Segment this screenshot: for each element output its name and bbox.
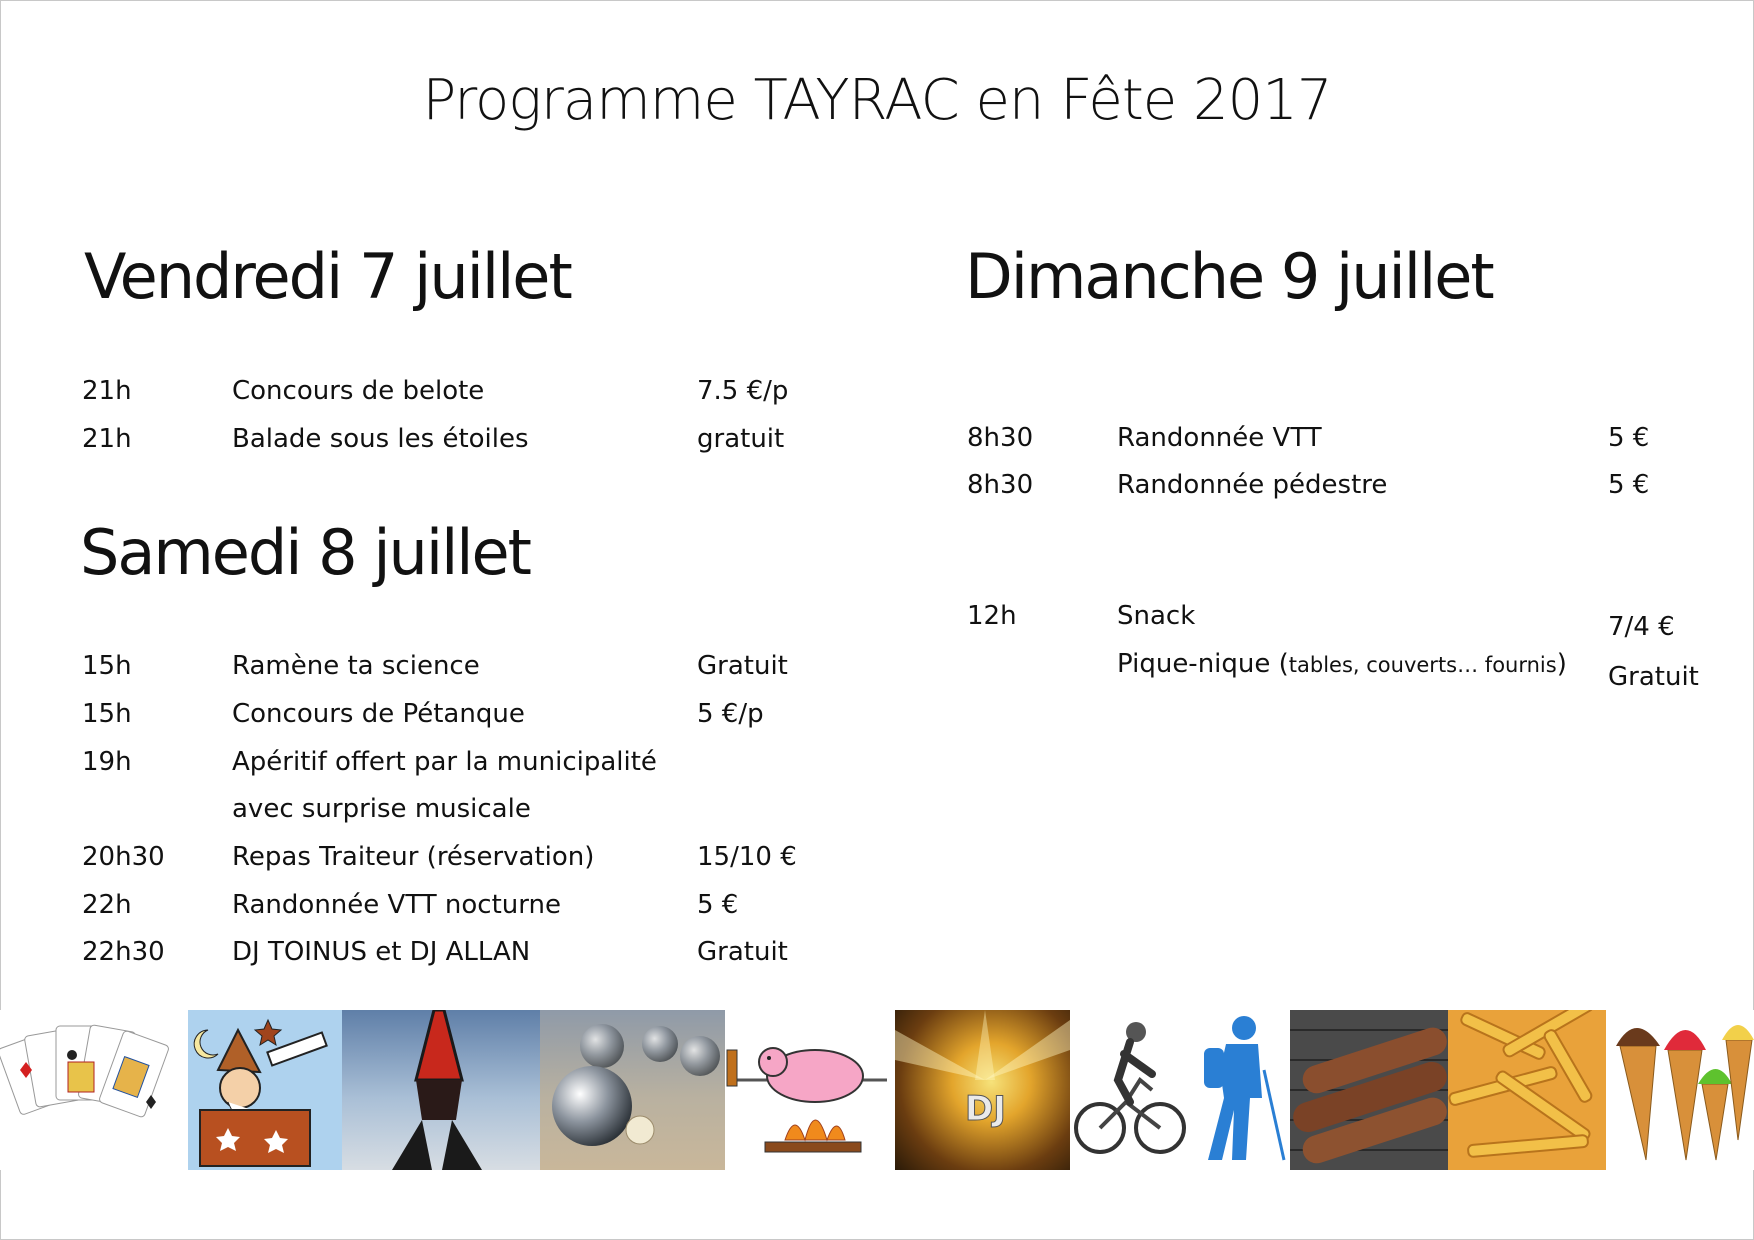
event-name: Concours de Pétanque — [232, 699, 525, 729]
cards-image — [0, 1010, 188, 1170]
event-time: 20h30 — [82, 842, 165, 872]
event-name: Randonnée VTT — [1117, 423, 1322, 453]
dj-lights-image — [895, 1010, 1070, 1170]
event-name: Apéritif offert par la municipalité — [232, 747, 657, 777]
event-name: Snack — [1117, 601, 1196, 631]
fries-image — [1448, 1010, 1606, 1170]
event-time: 8h30 — [967, 423, 1034, 453]
sunday-heading: Dimanche 9 juillet — [965, 240, 1493, 313]
petanque-image — [540, 1010, 725, 1170]
roast-pig-image — [725, 1010, 895, 1170]
event-name — [1117, 649, 1567, 680]
event-time: 21h — [82, 424, 132, 454]
event-price: Gratuit — [1608, 662, 1699, 692]
dj-label: DJ — [965, 1089, 1006, 1129]
astronomer-image — [188, 1010, 342, 1170]
event-price: 5 €/p — [697, 699, 764, 729]
event-time: 22h — [82, 890, 132, 920]
event-price: 15/10 € — [697, 842, 797, 872]
event-time: 21h — [82, 376, 132, 406]
event-price: 5 € — [697, 890, 739, 920]
event-price: gratuit — [697, 424, 785, 454]
event-price: Gratuit — [697, 937, 788, 967]
event-name: Randonnée pédestre — [1117, 470, 1388, 500]
event-time: 15h — [82, 699, 132, 729]
event-price: 7.5 €/p — [697, 376, 789, 406]
cyclist-image — [1070, 1010, 1186, 1170]
event-name: DJ TOINUS et DJ ALLAN — [232, 937, 531, 967]
friday-heading: Vendredi 7 juillet — [84, 240, 571, 313]
rocket-image — [342, 1010, 540, 1170]
page-title: Programme TAYRAC en Fête 2017 — [422, 68, 1332, 133]
event-name: Repas Traiteur (réservation) — [232, 842, 595, 872]
event-time: 22h30 — [82, 937, 165, 967]
event-price: 5 € — [1608, 423, 1650, 453]
event-name: Ramène ta science — [232, 651, 480, 681]
event-time: 8h30 — [967, 470, 1034, 500]
event-name: Concours de belote — [232, 376, 485, 406]
event-price: 7/4 € — [1608, 612, 1675, 642]
sausages-image — [1290, 1010, 1448, 1170]
event-name: Randonnée VTT nocturne — [232, 890, 561, 920]
event-name-main: Pique-nique ( — [1117, 649, 1289, 679]
event-price: Gratuit — [697, 651, 788, 681]
ice-cream-image — [1606, 1010, 1754, 1170]
event-time: 19h — [82, 747, 132, 777]
event-time: 12h — [967, 601, 1017, 631]
hiker-image — [1186, 1010, 1290, 1170]
event-name-continued: avec surprise musicale — [232, 794, 531, 824]
event-name: Balade sous les étoiles — [232, 424, 529, 454]
saturday-heading: Samedi 8 juillet — [80, 516, 530, 589]
event-name-detail: tables, couverts… fournis — [1288, 653, 1557, 677]
event-time: 15h — [82, 651, 132, 681]
event-price: 5 € — [1608, 470, 1650, 500]
event-name-close: ) — [1556, 649, 1567, 679]
